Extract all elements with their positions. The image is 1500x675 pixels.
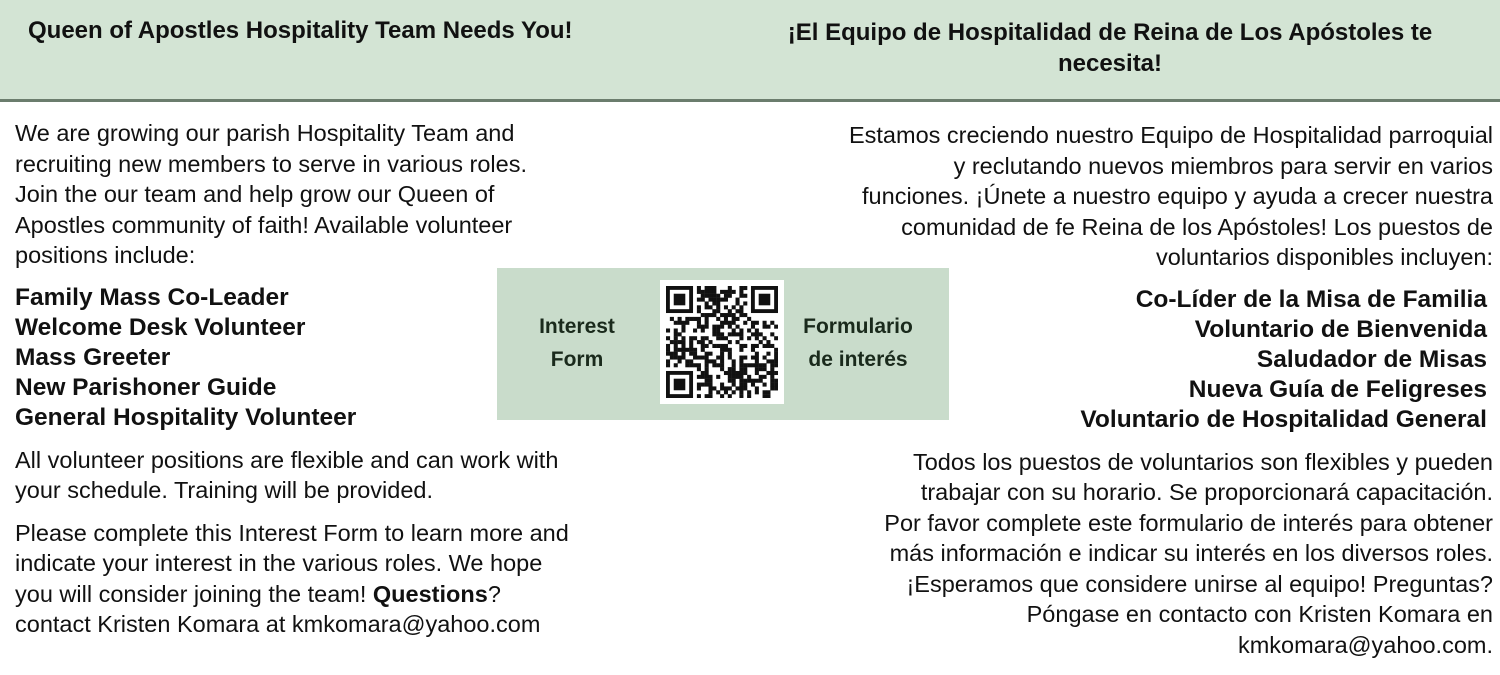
spanish-intro-line: voluntarios disponibles incluyen: xyxy=(1155,244,1493,270)
header-banner xyxy=(0,0,1500,102)
spanish-complete-line: Por favor complete este formulario de interés para obtener xyxy=(884,509,1493,536)
position-item: Family Mass Co-Leader xyxy=(15,283,289,311)
spanish-intro-line: funciones. ¡Únete a nuestro equipo y ayuda a crecer nuestra xyxy=(862,183,1493,209)
position-item: Voluntario de Hospitalidad General xyxy=(1080,405,1487,433)
interest-form-label-line: Form xyxy=(550,348,604,371)
spanish-flexible-line: Todos los puestos de voluntarios son flexibles y pueden xyxy=(912,448,1493,475)
position-item: Co-Líder de la Misa de Familia xyxy=(1135,285,1487,313)
formulario-label-line: Formulario xyxy=(803,315,913,338)
english-complete-line xyxy=(15,579,705,610)
english-intro-line: Apostles community of faith! Available volunteer xyxy=(15,211,513,238)
interest-form-label-line: Interest xyxy=(539,315,615,338)
spanish-complete-line: Póngase en contacto con Kristen Komara en xyxy=(1026,601,1493,627)
questions-label: Questions xyxy=(372,580,488,607)
title-english: Queen of Apostles Hospitality Team Needs You! xyxy=(28,17,573,44)
formulario-label-line: de interés xyxy=(808,348,908,371)
position-item: Mass Greeter xyxy=(15,343,171,371)
english-complete-text: you will consider joining the team! xyxy=(15,580,373,607)
position-item: General Hospitality Volunteer xyxy=(15,403,357,431)
position-item: Saludador de Misas xyxy=(1256,345,1487,373)
english-flexible-line: All volunteer positions are flexible and can work with xyxy=(15,446,559,473)
spanish-contact-email: kmkomara@yahoo.com. xyxy=(1237,631,1493,658)
interest-form-label xyxy=(522,310,632,376)
spanish-column xyxy=(700,120,1493,660)
english-complete-line: Please complete this Interest Form to learn more and xyxy=(15,519,569,546)
position-item: Voluntario de Bienvenida xyxy=(1194,315,1487,343)
title-spanish-line: ¡El Equipo de Hospitalidad de Reina de Los Apóstoles te xyxy=(787,19,1433,46)
spanish-positions-list xyxy=(700,285,1493,435)
english-interest-note xyxy=(15,518,705,640)
position-item: Nueva Guía de Feligreses xyxy=(1188,375,1487,403)
english-intro-line: We are growing our parish Hospitality Team and xyxy=(15,120,515,146)
english-flexible-note xyxy=(15,445,705,506)
title-spanish-line: necesita! xyxy=(1057,50,1163,77)
spanish-flexible-note xyxy=(700,447,1493,508)
spanish-intro-line: Estamos creciendo nuestro Equipo de Hospitalidad parroquial xyxy=(848,122,1493,148)
english-contact-line: contact Kristen Komara at kmkomara@yahoo.com xyxy=(15,611,541,637)
english-intro-line: Join the our team and help grow our Queen of xyxy=(15,181,495,207)
question-mark: ? xyxy=(487,580,501,607)
english-complete-line: indicate your interest in the various roles. We hope xyxy=(15,550,543,576)
english-flexible-line: your schedule. Training will be provided. xyxy=(15,477,434,503)
spanish-complete-line: más información e indicar su interés en los diversos roles. xyxy=(889,540,1493,566)
spanish-intro-line: y reclutando nuevos miembros para servir en varios xyxy=(953,152,1493,179)
spanish-flexible-line: trabajar con su horario. Se proporcionará capacitación. xyxy=(920,479,1493,505)
english-intro-line: recruiting new members to serve in various roles. xyxy=(15,150,527,177)
position-item: New Parishoner Guide xyxy=(15,373,277,401)
spanish-interest-note xyxy=(700,508,1493,661)
english-intro xyxy=(15,118,705,271)
english-intro-line: positions include: xyxy=(15,242,196,268)
spanish-intro-line: comunidad de fe Reina de los Apóstoles! Los puestos de xyxy=(901,213,1493,240)
title-spanish xyxy=(720,17,1500,79)
position-item: Welcome Desk Volunteer xyxy=(15,313,306,341)
spanish-complete-line: ¡Esperamos que considere unirse al equipo! Preguntas? xyxy=(906,570,1493,597)
spanish-intro xyxy=(700,120,1493,273)
